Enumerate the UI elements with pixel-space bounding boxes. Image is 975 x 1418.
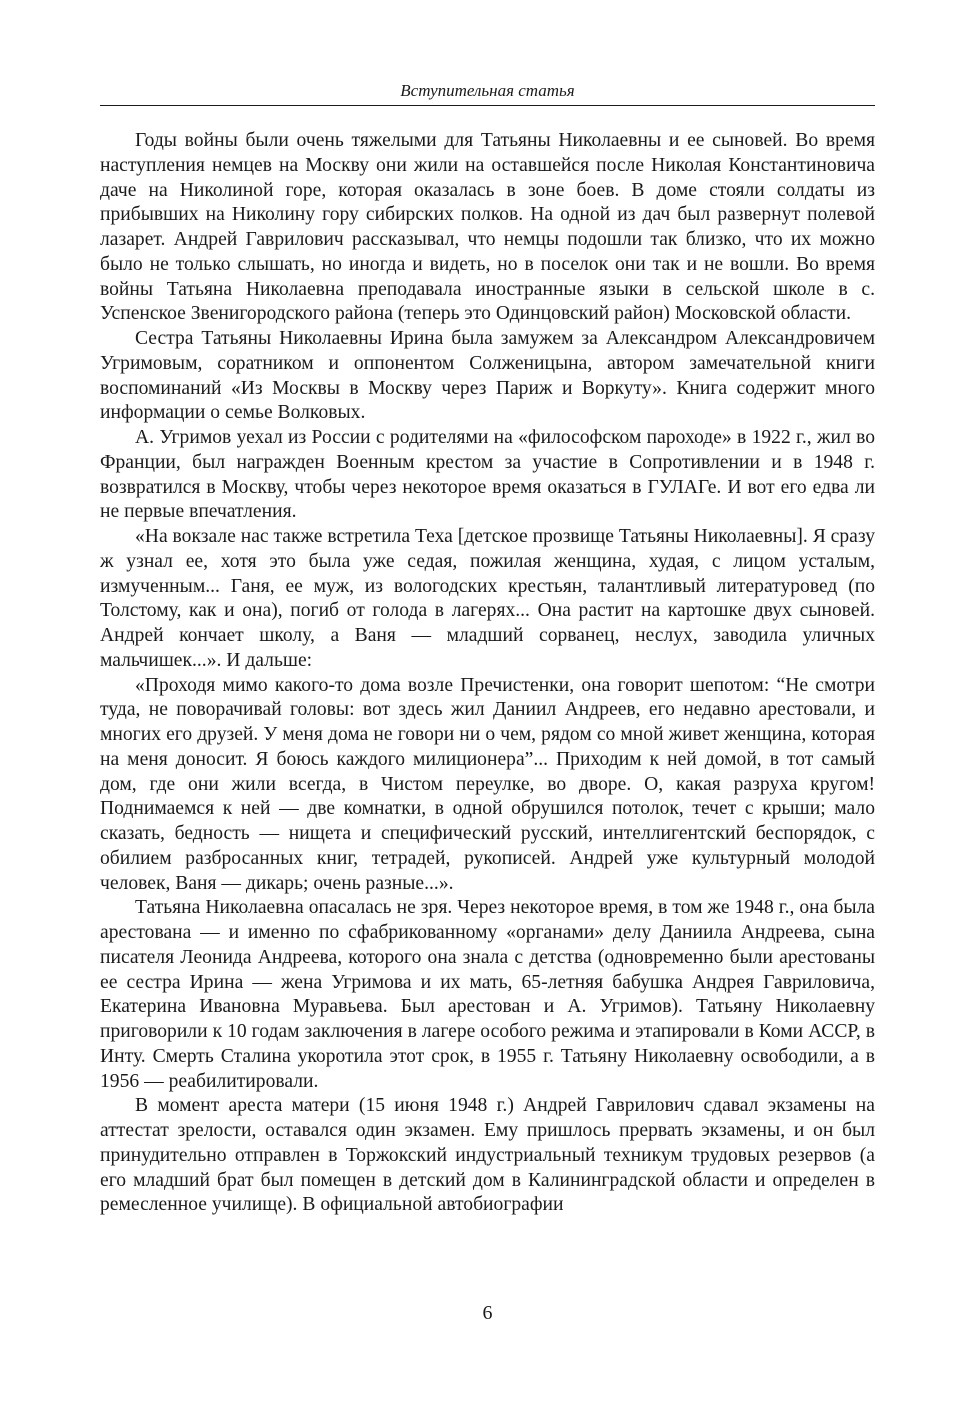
- running-title: Вступительная статья: [400, 81, 575, 100]
- paragraph-war-years: Годы войны были очень тяжелыми для Татьяны Николаевны и ее сыновей. Во время наступления немцев на Москву они жили на оставшейся после Николая Константиновича даче на Николиной горе, которая оказалась в зоне боев. В доме стояли солдаты из прибывших на Николину гору сибирских полков. На одной из дач был развернут полевой лазарет. Андрей Гаврилович рассказывал, что немцы подошли так близко, что их можно было не только слышать, но иногда и видеть, но в поселок они так и не вошли. Во время войны Татьяна Николаевна преподавала иностранные языки в сельской школе в с. Успенское Звенигородского района (теперь это Одинцовский район) Московской области.: [100, 130, 875, 325]
- body-text: [100, 129, 875, 1218]
- header-rule: [100, 105, 875, 106]
- paragraph-quote-prechistenka: «Проходя мимо какого-то дома возле Пречистенки, она говорит шепотом: “Не смотри туда, не поворачивай головы: вот здесь жил Даниил Андреев, его недавно арестовали, и многих его друзей. У меня дома не говори ни о чем, рядом со мной живет женщина, которая на меня доносит. Я боюсь каждого милиционера”... Приходим к ней домой, в тот самый дом, где они жили всегда, в Чистом переулке, во дворе. О, какая разруха кругом! Поднимаемся к ней — две комнатки, в одной обрушился потолок, течет с крыши; мало сказать, бедность — нищета и специфический русский, интеллигентский беспорядок, с обилием разбросанных книг, тетрадей, рукописей. Андрей уже культурный молодой человек, Ваня — дикарь; очень разные...».: [100, 674, 875, 894]
- paragraph-exams: В момент ареста матери (15 июня 1948 г.) Андрей Гаврилович сдавал экзамены на аттестат зрелости, оставался один экзамен. Ему пришлось прервать экзамены, и он был принудительно отправлен в Торжокский индустриальный техникум трудовых резервов (а его младший брат был помещен в детский дом в Калининградской области и определен в ремесленное училище). В официальной автобиографии: [100, 1095, 875, 1216]
- paragraph-sister-irina: Сестра Татьяны Николаевны Ирина была замужем за Александром Александровичем Угримовым, соратником и оппонентом Солженицына, автором замечательной книги воспоминаний «Из Москвы в Москву через Париж и Воркуту». Книга содержит много информации о семье Волковых.: [100, 328, 875, 424]
- paragraph-quote-station: «На вокзале нас также встретила Теха [детское прозвище Татьяны Николаевны]. Я сразу ж узнал ее, хотя это была уже седая, пожилая женщина, худая, с лицом усталым, измученным... Ганя, ее муж, из вологодских крестьян, талантливый литературовед (по Толстому, как и она), погиб от голода в лагерях... Она растит на картошке двух сыновей. Андрей кончает школу, а Ваня — младший сорванец, неслух, заводила уличных мальчишек...». И дальше:: [100, 526, 875, 671]
- paragraph-arrest: Татьяна Николаевна опасалась не зря. Через некоторое время, в том же 1948 г., она была арестована — и именно по сфабрикованному «органами» делу Даниила Андреева, сына писателя Леонида Андреева, которого она знала с детства (одновременно были арестованы ее сестра Ирина — жена Угримова и их мать, 65-летняя бабушка Андрея Гавриловича, Екатерина Ивановна Муравьева. Был арестован и А. Угримов). Татьяну Николаевну приговорили к 10 годам заключения в лагере особого режима и этапировали в Коми АССР, в Инту. Смерть Сталина укоротила этот срок, в 1955 г. Татьяну Николаевну освободили, а в 1956 — реабилитировали.: [100, 897, 875, 1092]
- page-number: 6: [482, 1302, 493, 1324]
- paragraph-ugrimov: А. Угримов уехал из России с родителями на «философском пароходе» в 1922 г., жил во Франции, был награжден Военным крестом за участие в Сопротивлении и в 1948 г. возвратился в Москву, чтобы через некоторое время оказаться в ГУЛАГе. И вот его едва ли не первые впечатления.: [100, 427, 875, 523]
